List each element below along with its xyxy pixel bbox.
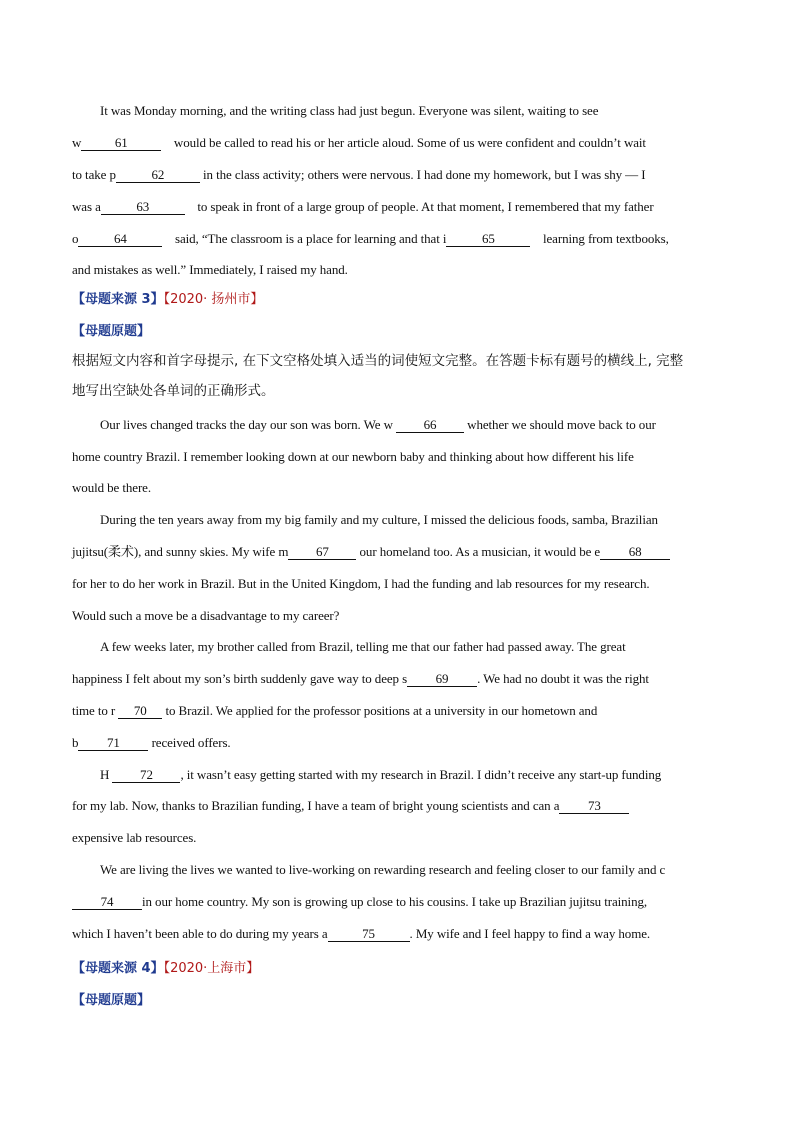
blank-75: 75 bbox=[328, 927, 410, 942]
passage-line: for my lab. Now, thanks to Brazilian funding, I have a team of bright young scientists and can a 73 bbox=[72, 798, 732, 814]
passage-line: A few weeks later, my brother called from Brazil, telling me that our father had passed away. The great bbox=[100, 639, 626, 654]
blank-71: 71 bbox=[78, 736, 148, 751]
blank-61: 61 bbox=[81, 136, 161, 151]
section-heading: 【母题原题】 bbox=[72, 993, 151, 1008]
passage-line: Would such a move be a disadvantage to my career? bbox=[72, 608, 340, 623]
source-label: 【母题来源 3】【2020· 扬州市】 bbox=[72, 292, 264, 307]
blank-72: 72 bbox=[112, 768, 180, 783]
blank-69: 69 bbox=[407, 672, 477, 687]
blank-70: 70 bbox=[118, 704, 162, 719]
passage-line: H 72 , it wasn’t easy getting started with my research in Brazil. I didn’t receive any start-up funding bbox=[100, 767, 662, 782]
passage-line: expensive lab resources. bbox=[72, 830, 197, 845]
source-label: 【母题来源 4】【2020·上海市】 bbox=[72, 961, 260, 976]
instruction-line: 地写出空缺处各单词的正确形式。 bbox=[72, 383, 275, 399]
blank-62: 62 bbox=[116, 168, 200, 183]
passage-line: to take p 62 in the class activity; others were nervous. I had done my homework, but I was shy — I bbox=[72, 167, 646, 182]
passage-line: 74 in our home country. My son is growing up close to his cousins. I take up Brazilian jujitsu training, bbox=[72, 894, 732, 910]
instruction-line: 根据短文内容和首字母提示, 在下文空格处填入适当的词使短文完整。在答题卡标有题号的横线上, 完整 bbox=[72, 353, 684, 369]
passage-line: would be there. bbox=[72, 480, 152, 495]
blank-65: 65 bbox=[446, 232, 530, 247]
blank-74: 74 bbox=[72, 895, 142, 910]
passage-line: jujitsu(柔术), and sunny skies. My wife m 67 our homeland too. As a musician, it would be e 68 bbox=[72, 544, 732, 560]
passage-line: We are living the lives we wanted to live-working on rewarding research and feeling closer to our family and c bbox=[100, 862, 666, 877]
passage-line: time to r 70 to Brazil. We applied for the professor positions at a university in our hometown and bbox=[72, 703, 598, 718]
passage-line: Our lives changed tracks the day our son was born. We w 66 whether we should move back to our bbox=[100, 417, 656, 432]
blank-66: 66 bbox=[396, 418, 464, 433]
passage-line: for her to do her work in Brazil. But in the United Kingdom, I had the funding and lab resources for my research. bbox=[72, 576, 650, 591]
passage-line: b 71 received offers. bbox=[72, 735, 231, 750]
passage-line: o 64 said, “The classroom is a place for learning and that i 65 learning from textbooks, bbox=[72, 231, 669, 246]
passage-line: w 61 would be called to read his or her article aloud. Some of us were confident and couldn’t wait bbox=[72, 135, 646, 150]
blank-64: 64 bbox=[78, 232, 162, 247]
blank-67: 67 bbox=[288, 545, 356, 560]
blank-73: 73 bbox=[559, 799, 629, 814]
passage-line: was a 63 to speak in front of a large group of people. At that moment, I remembered that my father bbox=[72, 199, 654, 214]
passage-line: which I haven’t been able to do during my years a 75 . My wife and I feel happy to find a way home. bbox=[72, 926, 651, 941]
section-heading: 【母题原题】 bbox=[72, 324, 151, 339]
passage-line: During the ten years away from my big family and my culture, I missed the delicious foods, samba, Brazilian bbox=[100, 512, 658, 527]
passage-line: happiness I felt about my son’s birth suddenly gave way to deep s 69 . We had no doubt it was the right bbox=[72, 671, 649, 686]
passage-line: home country Brazil. I remember looking down at our newborn baby and thinking about how different his life bbox=[72, 449, 634, 464]
passage-line: and mistakes as well.” Immediately, I raised my hand. bbox=[72, 262, 348, 277]
passage-line: It was Monday morning, and the writing class had just begun. Everyone was silent, waiting to see bbox=[100, 103, 599, 118]
blank-63: 63 bbox=[101, 200, 185, 215]
blank-68: 68 bbox=[600, 545, 670, 560]
